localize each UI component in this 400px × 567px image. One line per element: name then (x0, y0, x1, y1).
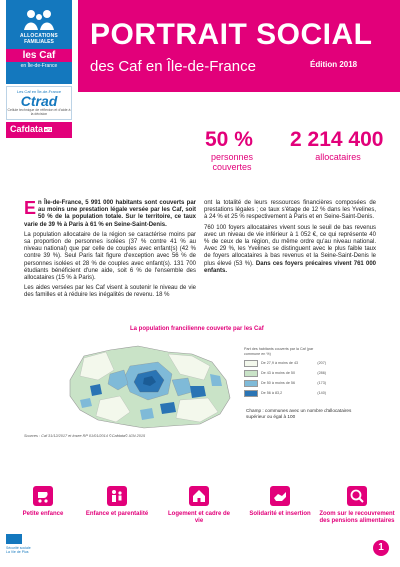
secu-line2: La Vie de Plus (6, 550, 29, 554)
caf-logo (6, 0, 72, 84)
paragraph-bas-revenus (204, 225, 376, 275)
legend-count: (286) (317, 371, 326, 375)
category-enfance-parentalite[interactable] (82, 486, 152, 518)
sidebar-logos (0, 0, 78, 150)
coverage-value: 50 % (205, 128, 253, 151)
dropcap: E (24, 198, 37, 218)
legend-label: De 27,9 à moins de 43 (261, 361, 299, 365)
category-petite-enfance[interactable] (8, 486, 78, 518)
family-logo-icon (22, 8, 56, 30)
paragraph-ressources: ont la totalité de leurs ressources financières composées de prestations légales ; ce taux s'étage de 12 % dans les Yvelines, à 24 % et 25 % respectivement à Paris et en Seine-Saint-Denis. (204, 200, 376, 221)
map-scope-note: Champ : communes avec un nombre d'allocataires supérieur ou égal à 100 (246, 408, 352, 419)
beneficiaries-label: allocataires (315, 152, 361, 162)
logo-text-allocations: ALLOCATIONS (20, 33, 58, 39)
ile-de-france-map (40, 340, 240, 432)
intro-bold: n Île-de-France, 5 991 000 habitants sont couverts par au moins une prestation légale versée par les Caf, soit 50 % de la population totale. (38, 200, 196, 221)
map-legend (244, 347, 326, 399)
ctrad-logo (6, 86, 72, 120)
securite-sociale-logo (6, 534, 46, 554)
page-title: PORTRAIT SOCIAL (90, 18, 373, 51)
legend-row (244, 389, 326, 397)
coverage-label: personnes couvertes (210, 152, 254, 172)
hands-icon (270, 486, 290, 506)
ctrad-subtitle: Cellule technique de réflexion et d'aide à la décision (7, 108, 71, 116)
text-column-right (204, 200, 376, 278)
category-label: Logement et cadre de vie (167, 511, 230, 524)
house-icon (189, 486, 209, 506)
ctrad-name: Ctrad (20, 93, 58, 109)
header-banner (78, 0, 400, 92)
cafdata-label: Cafdata (10, 124, 44, 134)
beneficiaries-value: 2 214 400 (290, 128, 384, 151)
edition-label: Édition 2018 (310, 60, 358, 69)
page-number: 1 (373, 540, 389, 556)
legend-count: (140) (317, 391, 326, 395)
legend-swatch (244, 360, 258, 367)
cafdata-badge (6, 122, 72, 138)
category-solidarite[interactable] (245, 486, 315, 518)
paragraph-population: La population allocataire de la région se caractérise moins par sa proportion de personnes isolées (37 % contre 41 % au niveau national) que par celle de couples avec enfant(s) (42 % contre 39 %). Seul Paris fait figure d'exception avec 56 % de personnes isolées et 28 % de couples avec enfant(s). 131 700 étudiants bénéficient d'une aide, soit 6 % de l'ensemble des allocataires (15 % à Paris). (24, 231, 196, 282)
page-subtitle: des Caf en Île-de-France (90, 58, 256, 75)
legend-swatch (244, 390, 258, 397)
paragraph-aides: Les aides versées par les Caf visent à soutenir le niveau de vie des familles et à réduire les inégalités de revenu. 18 % (24, 285, 196, 299)
legend-count: (173) (317, 381, 326, 385)
secu-line1: Sécurité sociale (6, 546, 31, 550)
map-title: La population francilienne couverte par les Caf (130, 326, 264, 332)
paragraph-intro (24, 200, 196, 229)
legend-count: (207) (317, 361, 326, 365)
logo-text-caf: les Caf (6, 49, 72, 62)
legend-row (244, 359, 326, 367)
text-column-left (24, 200, 196, 303)
category-logement[interactable] (164, 486, 234, 525)
legend-row (244, 379, 326, 387)
securite-sociale-mark (6, 534, 22, 544)
category-pensions-alimentaires[interactable] (316, 486, 398, 525)
category-label: Enfance et parentalité (85, 511, 149, 517)
map-source: Sources : Caf 31/12/2017 et Insee RP 01/01/2014 ©Cafdata©.IGN 2015 (24, 434, 146, 438)
ctrad-top-text: Les Caf en Île-de-France (16, 89, 62, 94)
logo-text-region: en Île-de-France (20, 63, 58, 69)
legend-label: De 56 à 83,2 (261, 391, 283, 395)
logo-text-familiales: FAMILIALES (24, 39, 54, 45)
legend-swatch (244, 370, 258, 377)
legend-label: De 50 à moins de 56 (261, 381, 296, 385)
legend-title: Part des habitants couverts par la Caf (par commune en %) (244, 347, 314, 356)
bas-revenus-text: 760 100 foyers allocataires vivent sous le seuil de bas revenus avec un niveau de vie inférieur à 1 052 €, ce qui représente 40 % de ceux de la région, du même ordre qu'au niveau national. Avec 29 %, les Yvelines se distinguent avec le plus faible taux de foyers allocataires à bas revenus et la Seine-Saint-Denis le plus élevé (53 %). (204, 224, 376, 267)
cafdata-tag: n°1 (45, 127, 52, 133)
legend-label: De 43 à moins de 50 (261, 371, 296, 375)
legend-swatch (244, 380, 258, 387)
zoom-icon (347, 486, 367, 506)
category-label: Solidarité et insertion (249, 511, 311, 517)
intro-rest: Sur le territoire, ce taux varie de 39 % à Paris à 61 % en Seine-Saint-Denis. (24, 214, 196, 228)
category-label: Petite enfance (22, 511, 64, 517)
family-icon (107, 486, 127, 506)
category-label: Zoom sur le recouvrement des pensions alimentaires (319, 511, 395, 524)
bas-revenus-bold: Dans ces foyers précaires vivent 761 000 enfants. (204, 260, 376, 274)
stroller-icon (33, 486, 53, 506)
legend-row (244, 369, 326, 377)
